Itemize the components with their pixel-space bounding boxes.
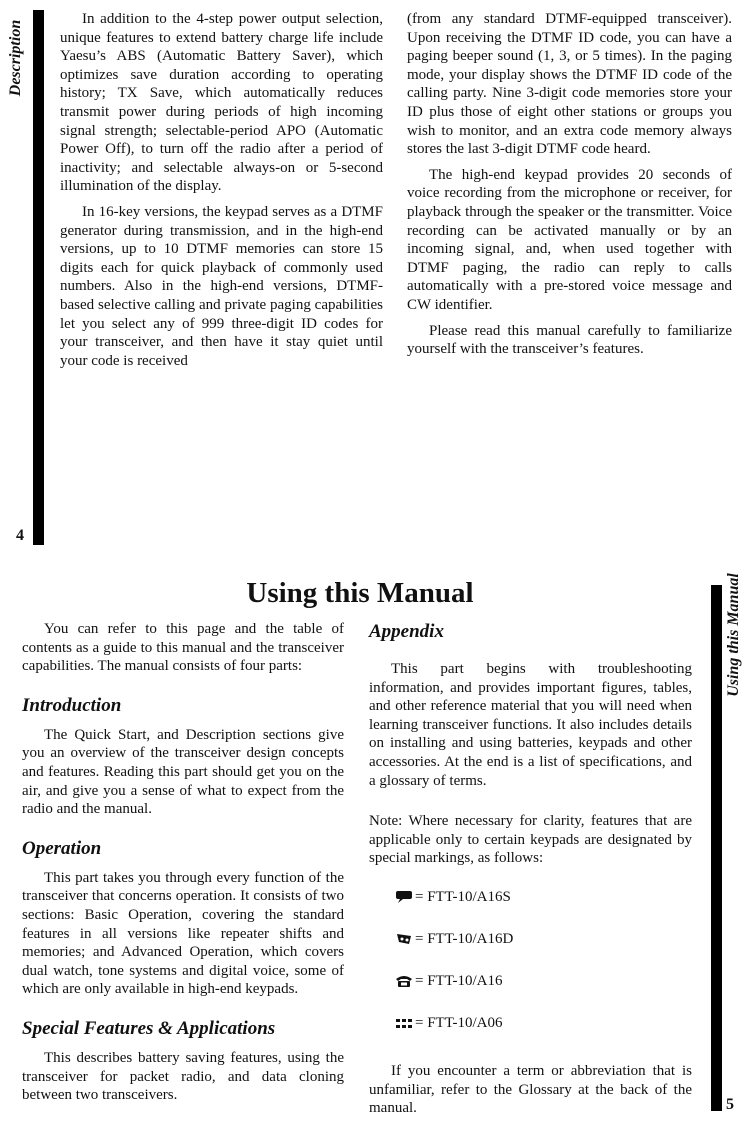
section-text: This describes battery saving features, using the transceiver for packet radio, and data cloning between two transceivers. [22, 1049, 344, 1104]
text-column-left [22, 620, 344, 1105]
paragraph: The high-end keypad provides 20 seconds of voice recording from the microphone or receiver, for playback through the speaker or the transmitter. Voice recording can be activated manually or by an incoming signal, and, when used together with DTMF paging, the radio can reply to calls automatically with a pre-stored voice message and CW identifier. [407, 166, 732, 313]
page-number: 5 [726, 1096, 734, 1113]
marker-item [395, 930, 692, 948]
paragraph: Please read this manual carefully to familiarize yourself with the transceiver’s features. [407, 322, 732, 358]
marker-item [395, 1014, 692, 1032]
side-tab-text: Using this Manual [725, 573, 742, 697]
side-tab-label [721, 573, 745, 697]
section-heading: Operation [22, 837, 102, 859]
intro-paragraph: You can refer to this page and the table of contents as a guide to this manual and the transceiver capabilities. The manual consists of four parts: [22, 621, 344, 675]
side-tab-label [2, 8, 30, 108]
section-heading: Introduction [22, 694, 122, 716]
closing-paragraph: If you encounter a term or abbreviation that is unfamiliar, refer to the Glossary at the back of the manual. [369, 1062, 692, 1117]
telephone-icon [395, 974, 413, 988]
cassette-icon [395, 932, 413, 946]
keypad-dots-icon [395, 1016, 413, 1030]
text-column-right [407, 10, 732, 359]
page-number: 4 [16, 527, 24, 544]
paragraph: In 16-key versions, the keypad serves as a DTMF generator during transmission, and in the high-end versions, up to 10 DTMF memories can store 15 digits each for quick playback of commonly used numbers. Also in the high-end versions, DTMF-based selective calling and private paging capabilities let you select any of 999 three-digit ID codes for your transceiver, and then have it stay quiet until your code is received [60, 203, 383, 369]
marker-item [395, 972, 692, 990]
paragraph: In addition to the 4-step power output selection, unique features to extend battery charge life include Yaesu’s ABS (Automatic Battery Saver), which optimizes save duration according to operating history; TX Save, which automatically reduces transmit power during periods of high incoming signal strength; selectable-period APO (Automatic Power Off), to turn off the radio after a period of inactivity; and selectable always-on or 5-second illumination of the display. [60, 11, 383, 195]
marker-label: = FTT-10/A16 [415, 972, 503, 989]
marker-label: = FTT-10/A16D [415, 930, 514, 947]
side-tab-bar [33, 10, 44, 545]
section-heading: Appendix [369, 621, 444, 642]
section-text: This part takes you through every function of the transceiver that concerns operation. It consists of two sections: Basic Operation, covering the standard features in all versions like repeater shifts and memories; and Advanced Operation, which covers dual watch, tone systems and digital voice, some of which are only available in high-end keypads. [22, 869, 344, 998]
side-tab-bar [711, 585, 722, 1111]
text-column-right [369, 620, 692, 1118]
section-text: The Quick Start, and Description sections give you an overview of the transceiver design concepts and features. Reading this part should get you on the air, and give you a sense of what to expect from the radio and the manual. [22, 726, 344, 818]
marker-label: = FTT-10/A16S [415, 888, 511, 905]
section-text: This part begins with troubleshooting information, and provides important figures, tables, and other reference material that you will need when learning transceiver functions. It also includes details on installing and using batteries, keypads and other accessories. At the end is a list of specifications, and a glossary of terms. [369, 661, 692, 789]
keypad-marker-list [369, 888, 692, 1032]
marker-label: = FTT-10/A06 [415, 1014, 503, 1031]
text-column-left [60, 10, 383, 370]
marker-item [395, 888, 692, 906]
speech-bubble-icon [395, 890, 413, 904]
paragraph: (from any standard DTMF-equipped transceiver). Upon receiving the DTMF ID code, you can have a paging beeper sound (1, 3, or 5 times). In the paging mode, your display shows the DTMF ID code of the calling party. Nine 3-digit code memories store your ID plus those of eight other stations or groups you wish to monitor, and an extra code memory always stores the last 3-digit DTMF code heard. [407, 11, 732, 158]
side-tab-text: Description [7, 19, 24, 97]
page-title: Using this Manual [246, 577, 474, 609]
note-paragraph: Note: Where necessary for clarity, features that are applicable only to certain keypads are designated by special markings, as follows: [369, 813, 692, 867]
section-heading: Special Features & Applications [22, 1017, 276, 1039]
